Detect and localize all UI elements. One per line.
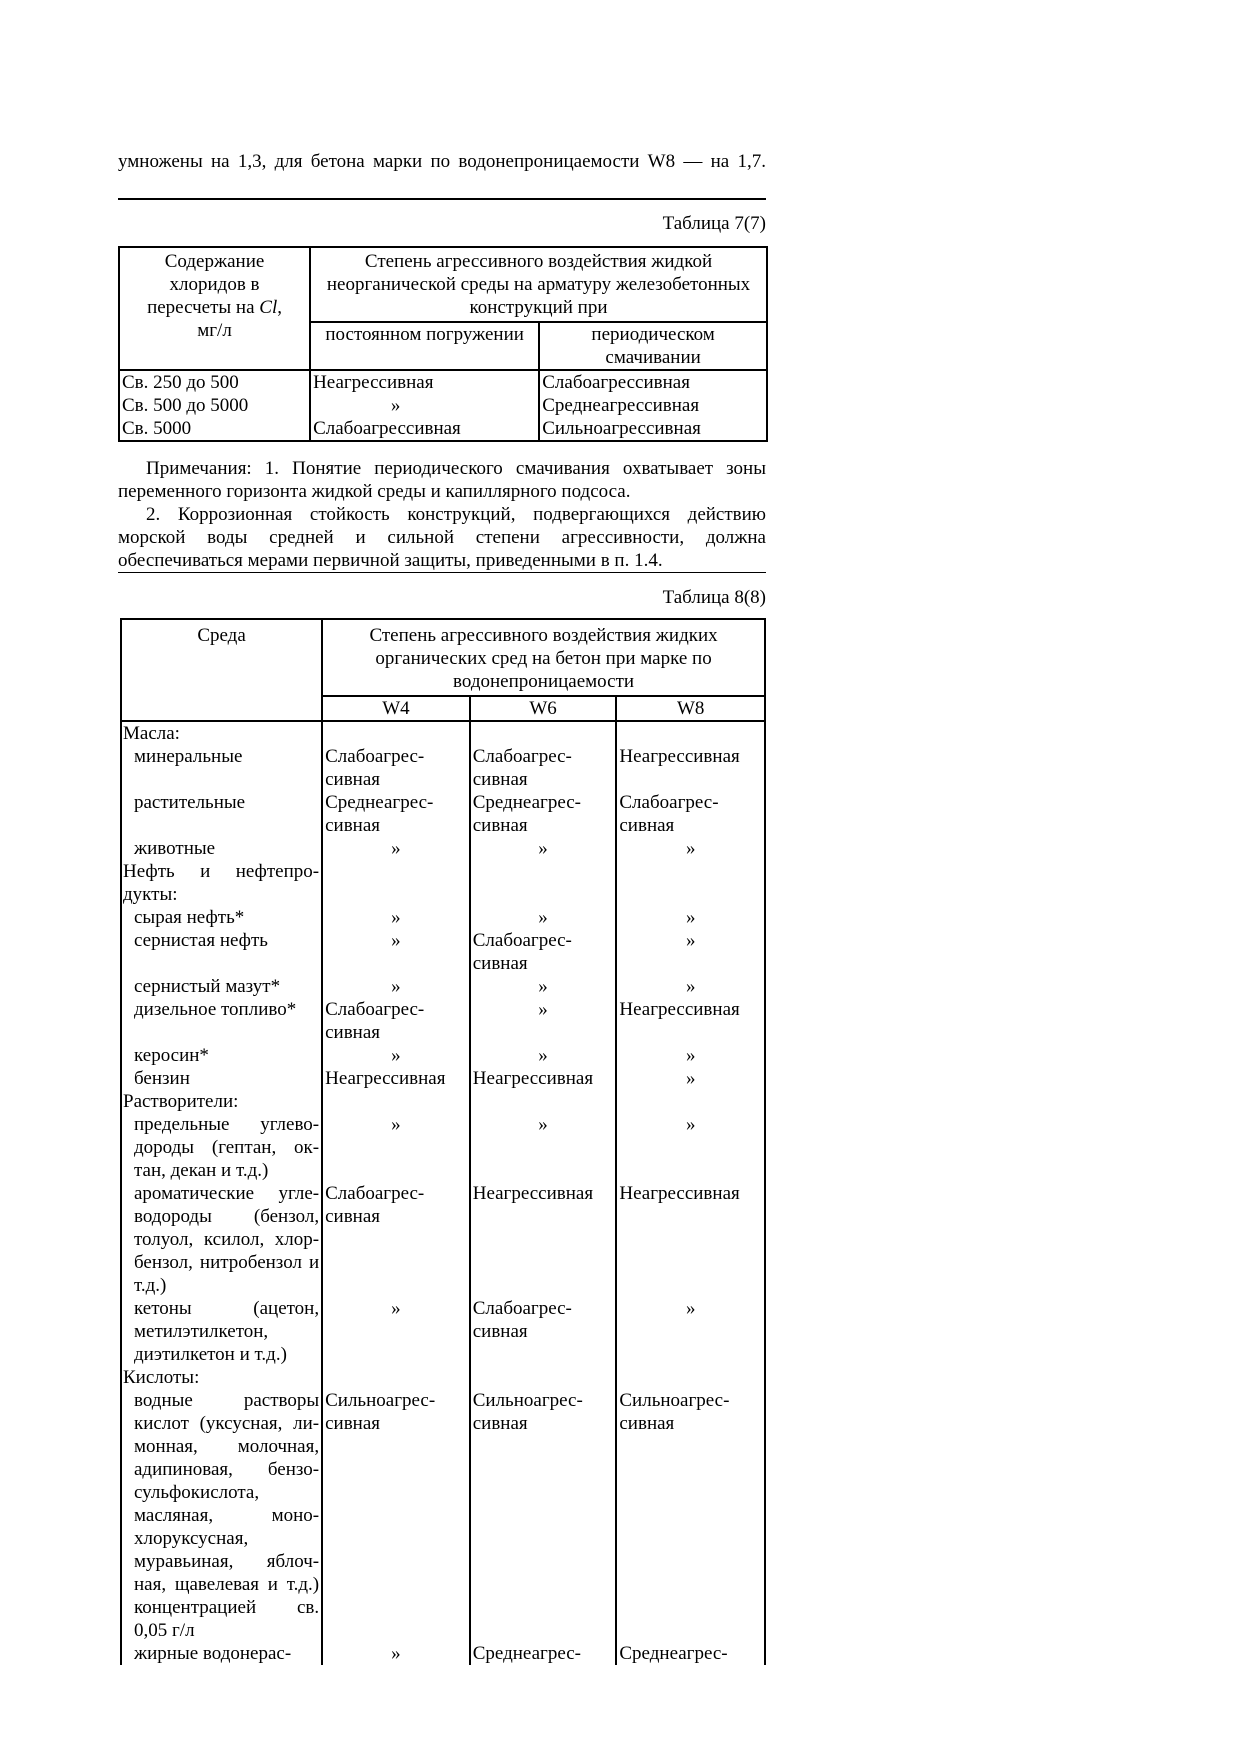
table8-cell <box>322 1090 470 1113</box>
table8-cell-w6: Неагрессивная <box>470 1182 617 1297</box>
table8-group-label: Кислоты: <box>121 1366 322 1389</box>
table8-cell-w8: Неагрессивная <box>616 1182 765 1297</box>
table8-cell-w8: » <box>616 1044 765 1067</box>
table8-cell-w8: » <box>616 1297 765 1366</box>
table8-item-label: водные растворы кислот (уксусная, ли-монная, молочная, адипиновая, бензо-сульфокислота, масляная, моно-хлоруксусная, муравьиная, яблоч-ная, щавелевая и т.д.) концентрацией св. 0,05 г/л <box>121 1389 322 1642</box>
table8-subheader-w6: W6 <box>470 696 617 721</box>
table-row <box>121 906 765 929</box>
table8-item-label: бензин <box>121 1067 322 1090</box>
table8-cell-w8: » <box>616 906 765 929</box>
table8-cell-w4: » <box>322 1044 470 1067</box>
table8-cell-w8: » <box>616 1113 765 1182</box>
table8-cell <box>322 860 470 906</box>
table7-cell: Св. 500 до 5000 <box>119 394 310 417</box>
table8-cell-w6: Среднеагрес-сивная <box>470 791 617 837</box>
table8-cell-w6: Слабоагрес-сивная <box>470 929 617 975</box>
chloride-symbol: Cl <box>259 297 278 318</box>
table8-cell-w6: » <box>470 837 617 860</box>
table8-cell <box>322 721 470 745</box>
table7-cell: Неагрессивная <box>310 370 539 394</box>
table8-cell <box>470 1366 617 1389</box>
table8-cell-w4: » <box>322 929 470 975</box>
table8-cell-w4: » <box>322 837 470 860</box>
table-row <box>121 1642 765 1665</box>
table8-cell <box>616 860 765 906</box>
table-row <box>121 721 765 745</box>
table8-cell-w4: » <box>322 1297 470 1366</box>
table8-group-label: Нефть и нефтепро-дукты: <box>121 860 322 906</box>
table7-subheader-constant: постоянном погружении <box>310 322 539 370</box>
table8-item-label: растительные <box>121 791 322 837</box>
table8-group-label: Растворители: <box>121 1090 322 1113</box>
table8-item-label: кетоны (ацетон, метилэтилкетон, диэтилкетон и т.д.) <box>121 1297 322 1366</box>
table8-cell-w6: » <box>470 1044 617 1067</box>
table7-cell: Св. 5000 <box>119 417 310 441</box>
table8-cell <box>470 721 617 745</box>
table7-subheader-periodic: периодическом смачивании <box>539 322 767 370</box>
table8-group-label: Масла: <box>121 721 322 745</box>
table8-cell-w4: » <box>322 1642 470 1665</box>
table8-cell-w6: Слабоагрес-сивная <box>470 1297 617 1366</box>
table8-item-label: сернистый мазут* <box>121 975 322 998</box>
table7 <box>118 246 768 442</box>
table8-cell <box>470 1090 617 1113</box>
table8-cell-w6: » <box>470 998 617 1044</box>
table8-cell-w4: Слабоагрес-сивная <box>322 998 470 1044</box>
table8-item-label: керосин* <box>121 1044 322 1067</box>
table7-cell: Слабоагрессивная <box>310 417 539 441</box>
table8-item-label: дизельное топливо* <box>121 998 322 1044</box>
table8-cell-w6: » <box>470 906 617 929</box>
table8-item-label: сернистая нефть <box>121 929 322 975</box>
table8-cell-w4: » <box>322 1113 470 1182</box>
divider <box>118 198 766 200</box>
table7-caption: Таблица 7(7) <box>662 213 766 234</box>
table8-cell-w8: » <box>616 1067 765 1090</box>
table8-cell-w8: Неагрессивная <box>616 745 765 791</box>
table-row <box>121 1297 765 1366</box>
table8-cell <box>616 1090 765 1113</box>
table8-col1-header: Среда <box>121 619 322 721</box>
table-row <box>121 745 765 791</box>
table8-subheader-w8: W8 <box>616 696 765 721</box>
table8-item-label: животные <box>121 837 322 860</box>
table8-cell-w8: Среднеагрес- <box>616 1642 765 1665</box>
table8-cell-w8: Неагрессивная <box>616 998 765 1044</box>
table-row <box>121 791 765 837</box>
table8-cell-w6: Неагрессивная <box>470 1067 617 1090</box>
table8-item-label: предельные углево-дороды (гептан, ок-тан, декан и т.д.) <box>121 1113 322 1182</box>
table-row <box>121 1044 765 1067</box>
table7-cell: Св. 250 до 500 <box>119 370 310 394</box>
table-row <box>121 975 765 998</box>
table-row <box>121 1182 765 1297</box>
table8-cell <box>616 1366 765 1389</box>
table-row <box>121 1366 765 1389</box>
table8-cell-w4: Слабоагрес-сивная <box>322 745 470 791</box>
table8-caption: Таблица 8(8) <box>662 587 766 608</box>
table8 <box>120 618 766 1665</box>
table-row <box>121 1090 765 1113</box>
table8-cell-w4: Неагрессивная <box>322 1067 470 1090</box>
table8-cell-w6: Среднеагрес- <box>470 1642 617 1665</box>
table8-item-label: минеральные <box>121 745 322 791</box>
table8-group-header: Степень агрессивного воздействия жидких органических сред на бетон при марке по водонепроницаемости <box>322 619 765 696</box>
table-row <box>121 1389 765 1642</box>
table8-cell-w4: Слабоагрес-сивная <box>322 1182 470 1297</box>
table8-cell-w4: » <box>322 975 470 998</box>
table8-cell-w4: Среднеагрес-сивная <box>322 791 470 837</box>
table7-cell: Среднеагрессивная <box>539 394 767 417</box>
table8-cell-w8: Слабоагрес-сивная <box>616 791 765 837</box>
table8-cell-w8: Сильноагрес-сивная <box>616 1389 765 1642</box>
table7-group-header: Степень агрессивного воздействия жидкой неорганической среды на арматуру железобетонных конструкций при <box>310 247 767 322</box>
table-row <box>121 1067 765 1090</box>
table8-cell-w8: » <box>616 929 765 975</box>
table8-item-label: ароматические угле-водороды (бензол, толуол, ксилол, хлор-бензол, нитробензол и т.д.) <box>121 1182 322 1297</box>
divider <box>118 572 766 573</box>
table-row <box>121 1113 765 1182</box>
table8-item-label: жирные водонерас- <box>121 1642 322 1665</box>
intro-paragraph: умножены на 1,3, для бетона марки по водонепроницаемости W8 — на 1,7. <box>118 151 766 172</box>
table7-cell: » <box>310 394 539 417</box>
table-row <box>121 837 765 860</box>
table-row <box>121 998 765 1044</box>
table8-cell-w6: Слабоагрес-сивная <box>470 745 617 791</box>
table8-cell <box>470 860 617 906</box>
table8-subheader-w4: W4 <box>322 696 470 721</box>
table8-cell <box>322 1366 470 1389</box>
table8-cell-w8: » <box>616 837 765 860</box>
table7-cell: Сильноагрессивная <box>539 417 767 441</box>
table7-col1-header: Содержание хлоридов в пересчеты на Cl, мг/л <box>119 247 310 370</box>
note-2: 2. Коррозионная стойкость конструкций, подвергающихся действию морской воды средней и сильной степени агрессивности, должна обеспечиваться мерами первичной защиты, приведенными в п. 1.4. <box>118 504 766 571</box>
table8-cell-w8: » <box>616 975 765 998</box>
table-row <box>121 860 765 906</box>
table8-cell-w6: » <box>470 1113 617 1182</box>
table8-cell <box>616 721 765 745</box>
table8-cell-w4: Сильноагрес-сивная <box>322 1389 470 1642</box>
note-1: Примечания: 1. Понятие периодического смачивания охватывает зоны переменного горизонта жидкой среды и капиллярного подсоса. <box>118 458 766 502</box>
table8-cell-w4: » <box>322 906 470 929</box>
table-row <box>121 929 765 975</box>
table7-cell: Слабоагрессивная <box>539 370 767 394</box>
table8-cell-w6: Сильноагрес-сивная <box>470 1389 617 1642</box>
table8-cell-w6: » <box>470 975 617 998</box>
table8-item-label: сырая нефть* <box>121 906 322 929</box>
